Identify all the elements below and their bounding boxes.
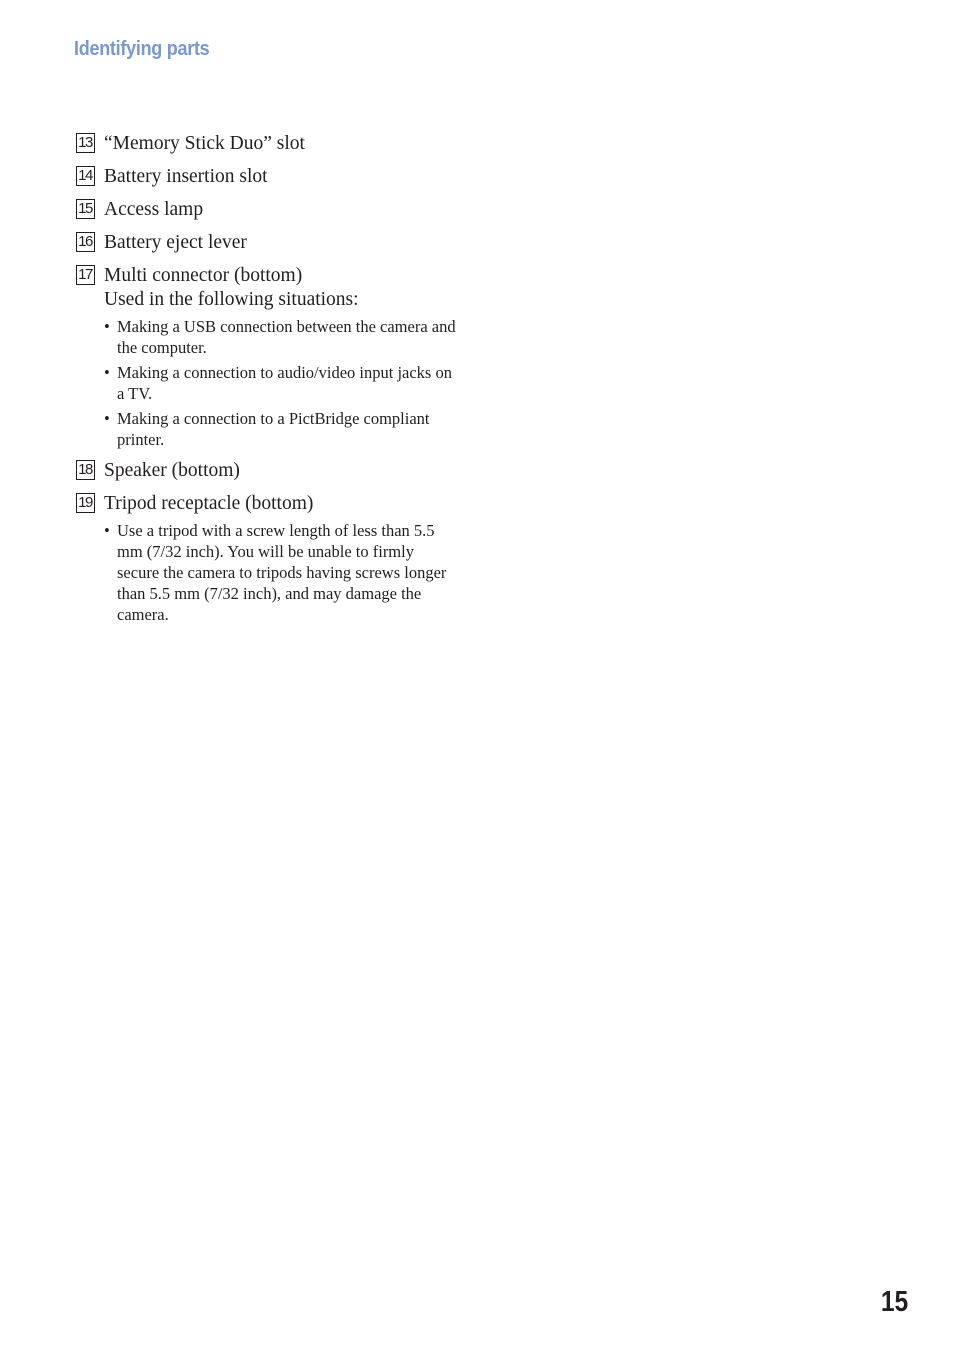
- list-item: [76, 131, 456, 156]
- bullet-list: [104, 316, 456, 450]
- bullet-list: [104, 520, 456, 625]
- item-number-badge: 17: [76, 265, 95, 285]
- bullet-item: • Making a connection to audio/video input jacks on a TV.: [104, 362, 456, 404]
- item-label: Tripod receptacle (bottom): [104, 493, 314, 514]
- parts-list: [76, 131, 456, 633]
- bullet-item: • Making a connection to a PictBridge compliant printer.: [104, 408, 456, 450]
- list-item: [76, 491, 456, 625]
- item-sub-label: Used in the following situations:: [104, 289, 359, 310]
- item-number-badge: 16: [76, 232, 95, 252]
- item-number-badge: 15: [76, 199, 95, 219]
- item-label: “Memory Stick Duo” slot: [104, 133, 305, 154]
- page-number: 15: [880, 1286, 908, 1318]
- section-title: Identifying parts: [74, 38, 210, 60]
- list-item: [76, 230, 456, 255]
- item-label: Multi connector (bottom): [104, 265, 303, 286]
- bullet-item: • Making a USB connection between the camera and the computer.: [104, 316, 456, 358]
- list-item: [76, 197, 456, 222]
- item-label: Battery eject lever: [104, 232, 247, 253]
- item-label: Access lamp: [104, 199, 204, 220]
- item-number-badge: 19: [76, 493, 95, 513]
- list-item: [76, 164, 456, 189]
- item-number-badge: 14: [76, 166, 95, 186]
- list-item: [76, 263, 456, 450]
- item-number-badge: 13: [76, 133, 95, 153]
- item-number-badge: 18: [76, 460, 95, 480]
- item-label: Speaker (bottom): [104, 460, 240, 481]
- bullet-item: • Use a tripod with a screw length of less than 5.5 mm (7/32 inch). You will be unable to firmly secure the camera to tripods having screws longer than 5.5 mm (7/32 inch), and may damage the camera.: [104, 520, 456, 625]
- list-item: [76, 458, 456, 483]
- item-label: Battery insertion slot: [104, 166, 268, 187]
